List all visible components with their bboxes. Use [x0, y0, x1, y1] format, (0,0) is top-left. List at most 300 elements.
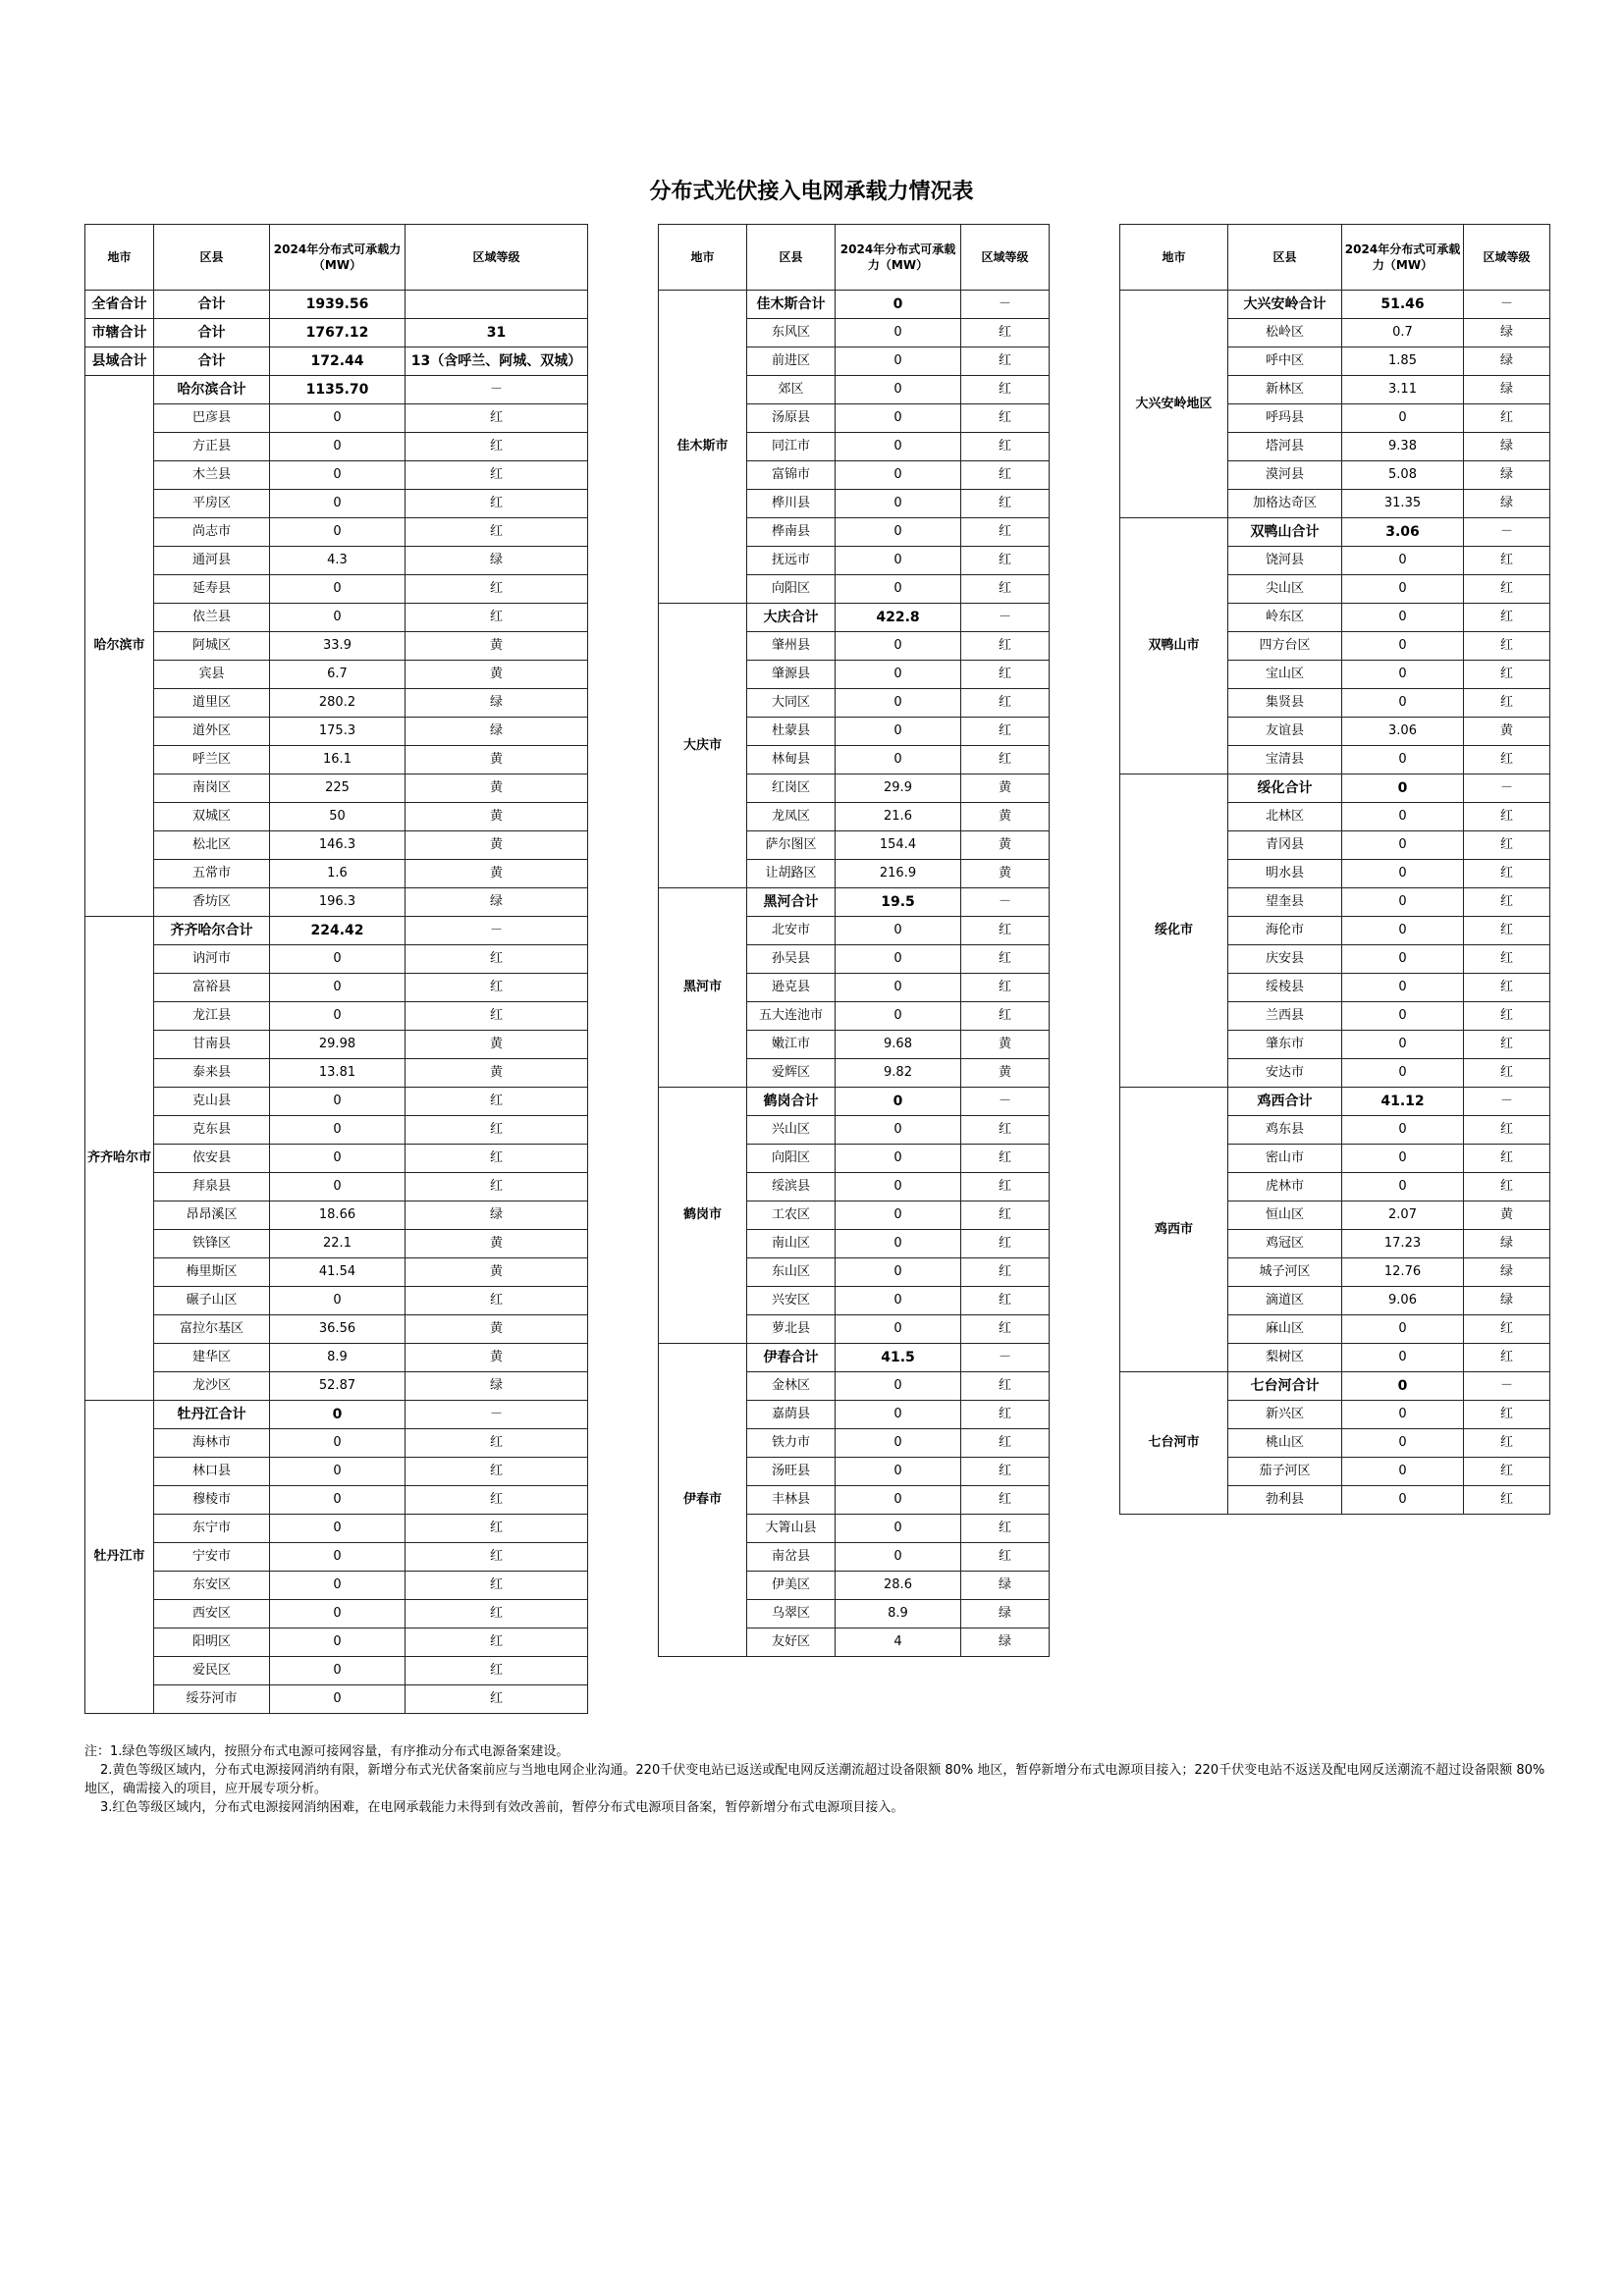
capacity-cell: 0: [270, 518, 406, 547]
county-cell: 兰西县: [1228, 1002, 1342, 1031]
county-cell: 龙江县: [154, 1002, 270, 1031]
capacity-cell: 0: [1342, 1401, 1464, 1429]
grade-cell: －: [961, 291, 1050, 319]
county-cell: 汤原县: [747, 404, 836, 433]
table-row: [85, 1629, 588, 1657]
capacity-cell: 9.82: [836, 1059, 961, 1088]
grade-cell: －: [1464, 1088, 1550, 1116]
capacity-cell: 0: [1342, 974, 1464, 1002]
county-cell: 丰林县: [747, 1486, 836, 1515]
county-cell: 林口县: [154, 1458, 270, 1486]
summary-label: 县域合计: [85, 347, 154, 376]
capacity-cell: 0: [836, 376, 961, 404]
table-row: [85, 1230, 588, 1258]
capacity-cell: 422.8: [836, 604, 961, 632]
capacity-cell: 0: [270, 404, 406, 433]
county-cell: 饶河县: [1228, 547, 1342, 575]
grade-cell: 红: [961, 518, 1050, 547]
grade-cell: 红: [961, 1201, 1050, 1230]
county-cell: 阳明区: [154, 1629, 270, 1657]
county-cell: 桃山区: [1228, 1429, 1342, 1458]
capacity-table-1: [84, 224, 588, 1714]
county-cell: 昂昂溪区: [154, 1201, 270, 1230]
capacity-cell: 280.2: [270, 689, 406, 718]
county-cell: 杜蒙县: [747, 718, 836, 746]
county-cell: 东山区: [747, 1258, 836, 1287]
county-cell: 东风区: [747, 319, 836, 347]
capacity-cell: 0: [836, 1173, 961, 1201]
capacity-cell: 5.08: [1342, 461, 1464, 490]
county-cell: 梅里斯区: [154, 1258, 270, 1287]
table-row: [85, 1600, 588, 1629]
page-title: 分布式光伏接入电网承载力情况表: [649, 180, 974, 204]
county-cell: 让胡路区: [747, 860, 836, 888]
capacity-cell: 28.6: [836, 1572, 961, 1600]
county-cell: 林甸县: [747, 746, 836, 774]
subtotal-row: [659, 291, 1050, 319]
grade-cell: 绿: [1464, 319, 1550, 347]
county-cell: 庆安县: [1228, 945, 1342, 974]
county-cell: 萨尔图区: [747, 831, 836, 860]
county-cell: 甘南县: [154, 1031, 270, 1059]
capacity-cell: 9.38: [1342, 433, 1464, 461]
county-cell: 勃利县: [1228, 1486, 1342, 1515]
capacity-cell: 12.76: [1342, 1258, 1464, 1287]
county-cell: 新兴区: [1228, 1401, 1342, 1429]
county-cell: 汤旺县: [747, 1458, 836, 1486]
grade-cell: 绿: [406, 1201, 588, 1230]
capacity-cell: 0: [1342, 774, 1464, 803]
county-cell: 克山县: [154, 1088, 270, 1116]
county-cell: 乌翠区: [747, 1600, 836, 1629]
grade-cell: 红: [961, 1173, 1050, 1201]
table-row: [85, 1344, 588, 1372]
capacity-cell: 0: [836, 1145, 961, 1173]
capacity-cell: 29.9: [836, 774, 961, 803]
capacity-cell: 0: [1342, 1315, 1464, 1344]
county-cell: 鸡西合计: [1228, 1088, 1342, 1116]
capacity-table-2: [658, 224, 1050, 1657]
capacity-cell: 0: [270, 1600, 406, 1629]
grade-cell: 红: [961, 746, 1050, 774]
capacity-cell: 3.06: [1342, 518, 1464, 547]
grade-cell: 红: [1464, 1344, 1550, 1372]
capacity-cell: 0: [270, 1088, 406, 1116]
table-row: [85, 547, 588, 575]
subtotal-row: [659, 1344, 1050, 1372]
table-row: [85, 1258, 588, 1287]
subtotal-row: [85, 376, 588, 404]
county-cell: 加格达奇区: [1228, 490, 1342, 518]
capacity-cell: 0: [1342, 632, 1464, 661]
table-row: [85, 1657, 588, 1685]
county-cell: 肇源县: [747, 661, 836, 689]
summary-row: [85, 319, 588, 347]
grade-cell: 红: [961, 945, 1050, 974]
county-cell: 桦南县: [747, 518, 836, 547]
grade-cell: 红: [406, 1002, 588, 1031]
capacity-cell: 29.98: [270, 1031, 406, 1059]
grade-cell: 红: [406, 604, 588, 632]
county-cell: 大同区: [747, 689, 836, 718]
grade-cell: －: [406, 376, 588, 404]
grade-cell: 红: [1464, 803, 1550, 831]
city-cell: 齐齐哈尔市: [85, 917, 154, 1401]
grade-cell: 红: [961, 1145, 1050, 1173]
capacity-cell: 0: [836, 547, 961, 575]
summary-grade: 31: [406, 319, 588, 347]
county-cell: 明水县: [1228, 860, 1342, 888]
grade-cell: 红: [406, 1486, 588, 1515]
county-cell: 宝山区: [1228, 661, 1342, 689]
county-cell: 集贤县: [1228, 689, 1342, 718]
city-cell: 大兴安岭地区: [1120, 291, 1228, 518]
city-cell: 大庆市: [659, 604, 747, 888]
capacity-cell: 50: [270, 803, 406, 831]
county-cell: 大庆合计: [747, 604, 836, 632]
summary-grade: 13（含呼兰、阿城、双城）: [406, 347, 588, 376]
grade-cell: 红: [961, 1002, 1050, 1031]
table-row: [85, 1059, 588, 1088]
grade-cell: 红: [1464, 917, 1550, 945]
capacity-cell: 41.12: [1342, 1088, 1464, 1116]
table-row: [85, 1486, 588, 1515]
header-county: 区县: [154, 225, 270, 291]
grade-cell: 红: [1464, 888, 1550, 917]
capacity-cell: 52.87: [270, 1372, 406, 1401]
subtotal-row: [1120, 291, 1550, 319]
county-cell: 南岗区: [154, 774, 270, 803]
city-cell: 哈尔滨市: [85, 376, 154, 917]
city-cell: 鹤岗市: [659, 1088, 747, 1344]
grade-cell: 红: [406, 1429, 588, 1458]
capacity-cell: 4.3: [270, 547, 406, 575]
county-cell: 逊克县: [747, 974, 836, 1002]
capacity-cell: 0: [836, 433, 961, 461]
table-row: [85, 1031, 588, 1059]
grade-cell: 红: [406, 1145, 588, 1173]
note-3: 3.红色等级区域内，分布式电源接网消纳困难，在电网承载能力未得到有效改善前，暂停分布式电源项目备案，暂停新增分布式电源项目接入。: [100, 1800, 904, 1815]
county-cell: 红岗区: [747, 774, 836, 803]
county-cell: 鹤岗合计: [747, 1088, 836, 1116]
county-cell: 萝北县: [747, 1315, 836, 1344]
grade-cell: 黄: [406, 661, 588, 689]
header-city: 地市: [85, 225, 154, 291]
capacity-cell: 0: [836, 1116, 961, 1145]
capacity-cell: 0: [270, 490, 406, 518]
grade-cell: 绿: [406, 888, 588, 917]
header-grade: 区域等级: [961, 225, 1050, 291]
capacity-cell: 36.56: [270, 1315, 406, 1344]
grade-cell: 红: [961, 1515, 1050, 1543]
county-cell: 兴山区: [747, 1116, 836, 1145]
capacity-cell: 225: [270, 774, 406, 803]
county-cell: 碾子山区: [154, 1287, 270, 1315]
capacity-cell: 0: [1342, 888, 1464, 917]
county-cell: 七台河合计: [1228, 1372, 1342, 1401]
grade-cell: 红: [961, 1486, 1050, 1515]
grade-cell: 红: [406, 1287, 588, 1315]
summary-row: [85, 347, 588, 376]
capacity-cell: 0: [1342, 661, 1464, 689]
capacity-cell: 0: [836, 917, 961, 945]
grade-cell: 绿: [1464, 461, 1550, 490]
county-cell: 爱民区: [154, 1657, 270, 1685]
capacity-cell: 8.9: [836, 1600, 961, 1629]
capacity-cell: 51.46: [1342, 291, 1464, 319]
capacity-cell: 0: [270, 575, 406, 604]
capacity-table-3: [1119, 224, 1550, 1515]
grade-cell: 黄: [1464, 718, 1550, 746]
grade-cell: 红: [406, 1629, 588, 1657]
capacity-cell: 19.5: [836, 888, 961, 917]
grade-cell: 红: [406, 1543, 588, 1572]
grade-cell: 红: [1464, 1116, 1550, 1145]
county-cell: 铁力市: [747, 1429, 836, 1458]
county-cell: 鸡东县: [1228, 1116, 1342, 1145]
subtotal-row: [659, 1088, 1050, 1116]
grade-cell: 黄: [1464, 1201, 1550, 1230]
county-cell: 黑河合计: [747, 888, 836, 917]
grade-cell: 红: [406, 1685, 588, 1714]
capacity-cell: 0: [836, 718, 961, 746]
header-grade: 区域等级: [1464, 225, 1550, 291]
county-cell: 松北区: [154, 831, 270, 860]
grade-cell: 红: [1464, 575, 1550, 604]
county-cell: 金林区: [747, 1372, 836, 1401]
capacity-cell: 0: [1342, 1145, 1464, 1173]
grade-cell: 红: [406, 1515, 588, 1543]
grade-cell: 绿: [1464, 376, 1550, 404]
county-cell: 哈尔滨合计: [154, 376, 270, 404]
grade-cell: 红: [406, 1600, 588, 1629]
capacity-cell: 13.81: [270, 1059, 406, 1088]
grade-cell: 红: [961, 1458, 1050, 1486]
capacity-cell: 0: [270, 433, 406, 461]
capacity-cell: 0: [1342, 1173, 1464, 1201]
grade-cell: －: [406, 1401, 588, 1429]
grade-cell: 红: [406, 1657, 588, 1685]
grade-cell: 红: [961, 917, 1050, 945]
summary-value: 1939.56: [270, 291, 406, 319]
table-row: [85, 490, 588, 518]
capacity-cell: 3.11: [1342, 376, 1464, 404]
county-cell: 向阳区: [747, 1145, 836, 1173]
capacity-cell: 17.23: [1342, 1230, 1464, 1258]
county-cell: 依兰县: [154, 604, 270, 632]
county-cell: 五常市: [154, 860, 270, 888]
capacity-cell: 41.54: [270, 1258, 406, 1287]
county-cell: 漠河县: [1228, 461, 1342, 490]
county-cell: 岭东区: [1228, 604, 1342, 632]
grade-cell: 红: [1464, 1145, 1550, 1173]
county-cell: 同江市: [747, 433, 836, 461]
capacity-cell: 0: [836, 1458, 961, 1486]
county-cell: 东安区: [154, 1572, 270, 1600]
grade-cell: 绿: [406, 547, 588, 575]
city-cell: 伊春市: [659, 1344, 747, 1657]
county-cell: 兴安区: [747, 1287, 836, 1315]
grade-cell: 绿: [1464, 1258, 1550, 1287]
grade-cell: 红: [961, 347, 1050, 376]
capacity-cell: 0: [1342, 1429, 1464, 1458]
grade-cell: 红: [406, 945, 588, 974]
notes: [84, 1742, 1547, 1817]
table-row: [85, 1685, 588, 1714]
grade-cell: 红: [961, 1401, 1050, 1429]
county-cell: 海伦市: [1228, 917, 1342, 945]
capacity-cell: 0: [1342, 945, 1464, 974]
grade-cell: 红: [1464, 1486, 1550, 1515]
capacity-cell: 0: [836, 1372, 961, 1401]
capacity-cell: 31.35: [1342, 490, 1464, 518]
grade-cell: 黄: [406, 632, 588, 661]
grade-cell: 红: [961, 376, 1050, 404]
table-row: [85, 433, 588, 461]
county-cell: 密山市: [1228, 1145, 1342, 1173]
table-row: [85, 1088, 588, 1116]
capacity-cell: 0: [836, 461, 961, 490]
county-cell: 恒山区: [1228, 1201, 1342, 1230]
grade-cell: 红: [961, 1258, 1050, 1287]
grade-cell: －: [1464, 518, 1550, 547]
county-cell: 肇东市: [1228, 1031, 1342, 1059]
grade-cell: 红: [1464, 1031, 1550, 1059]
table-row: [85, 518, 588, 547]
grade-cell: 红: [961, 1116, 1050, 1145]
summary-county: 合计: [154, 347, 270, 376]
table-row: [85, 689, 588, 718]
subtotal-row: [1120, 1372, 1550, 1401]
grade-cell: 红: [961, 689, 1050, 718]
capacity-cell: 18.66: [270, 1201, 406, 1230]
summary-value: 1767.12: [270, 319, 406, 347]
capacity-cell: 0: [1342, 604, 1464, 632]
grade-cell: 绿: [406, 689, 588, 718]
county-cell: 虎林市: [1228, 1173, 1342, 1201]
county-cell: 塔河县: [1228, 433, 1342, 461]
county-cell: 西安区: [154, 1600, 270, 1629]
county-cell: 道外区: [154, 718, 270, 746]
grade-cell: 黄: [961, 774, 1050, 803]
capacity-cell: 146.3: [270, 831, 406, 860]
capacity-cell: 0: [270, 1429, 406, 1458]
table-row: [85, 1315, 588, 1344]
grade-cell: 红: [961, 718, 1050, 746]
grade-cell: 红: [1464, 746, 1550, 774]
capacity-cell: 0: [1342, 689, 1464, 718]
table-row: [85, 1116, 588, 1145]
grade-cell: 红: [1464, 1002, 1550, 1031]
grade-cell: 红: [406, 1572, 588, 1600]
grade-cell: 红: [406, 404, 588, 433]
grade-cell: －: [961, 1088, 1050, 1116]
table-row: [85, 461, 588, 490]
table-row: [85, 945, 588, 974]
header-city: 地市: [1120, 225, 1228, 291]
subtotal-row: [85, 1401, 588, 1429]
grade-cell: 黄: [961, 803, 1050, 831]
table-row: [85, 1515, 588, 1543]
capacity-cell: 0: [836, 945, 961, 974]
subtotal-row: [1120, 1088, 1550, 1116]
grade-cell: 黄: [406, 1315, 588, 1344]
grade-cell: 红: [1464, 1059, 1550, 1088]
county-cell: 宁安市: [154, 1543, 270, 1572]
city-cell: 绥化市: [1120, 774, 1228, 1088]
grade-cell: 红: [961, 1543, 1050, 1572]
table-row: [85, 718, 588, 746]
grade-cell: 红: [1464, 1173, 1550, 1201]
capacity-cell: 0: [836, 404, 961, 433]
capacity-cell: 0: [836, 291, 961, 319]
summary-label: 全省合计: [85, 291, 154, 319]
county-cell: 泰来县: [154, 1059, 270, 1088]
capacity-cell: 0: [836, 1543, 961, 1572]
county-cell: 宾县: [154, 661, 270, 689]
county-cell: 梨树区: [1228, 1344, 1342, 1372]
capacity-cell: 0: [836, 1429, 961, 1458]
county-cell: 鸡冠区: [1228, 1230, 1342, 1258]
capacity-cell: 0: [1342, 803, 1464, 831]
county-cell: 向阳区: [747, 575, 836, 604]
grade-cell: 绿: [1464, 1287, 1550, 1315]
table-row: [85, 1429, 588, 1458]
county-cell: 双城区: [154, 803, 270, 831]
county-cell: 龙凤区: [747, 803, 836, 831]
capacity-cell: 0: [1342, 1458, 1464, 1486]
table-row: [85, 1002, 588, 1031]
header-row: [659, 225, 1050, 291]
capacity-cell: 0: [270, 974, 406, 1002]
county-cell: 绥滨县: [747, 1173, 836, 1201]
grade-cell: 红: [961, 661, 1050, 689]
grade-cell: 红: [1464, 974, 1550, 1002]
capacity-cell: 0: [836, 1287, 961, 1315]
table-row: [85, 1572, 588, 1600]
county-cell: 讷河市: [154, 945, 270, 974]
capacity-cell: 154.4: [836, 831, 961, 860]
grade-cell: 红: [961, 974, 1050, 1002]
county-cell: 茄子河区: [1228, 1458, 1342, 1486]
county-cell: 友谊县: [1228, 718, 1342, 746]
grade-cell: 黄: [406, 1230, 588, 1258]
capacity-cell: 9.06: [1342, 1287, 1464, 1315]
county-cell: 北安市: [747, 917, 836, 945]
table-row: [85, 1287, 588, 1315]
grade-cell: －: [1464, 291, 1550, 319]
county-cell: 富锦市: [747, 461, 836, 490]
capacity-cell: 0: [836, 974, 961, 1002]
grade-cell: 红: [961, 1287, 1050, 1315]
capacity-cell: 16.1: [270, 746, 406, 774]
capacity-cell: 0: [270, 1145, 406, 1173]
capacity-cell: 0: [836, 575, 961, 604]
capacity-cell: 0: [1342, 1372, 1464, 1401]
county-cell: 建华区: [154, 1344, 270, 1372]
note-2: 2.黄色等级区域内，分布式电源接网消纳有限，新增分布式光伏备案前应与当地电网企业沟通。220千伏变电站已返送或配电网反送潮流超过设备限额 80% 地区，暂停新增分布式电源项目接入；220千伏变电站不返送及配电网反送潮流不超过设备限额 80%地区，确需接入的项目，应开展专项分析。: [84, 1763, 1545, 1796]
city-cell: 牡丹江市: [85, 1401, 154, 1714]
capacity-cell: 22.1: [270, 1230, 406, 1258]
capacity-cell: 0: [270, 604, 406, 632]
table-row: [85, 661, 588, 689]
county-cell: 望奎县: [1228, 888, 1342, 917]
county-cell: 五大连池市: [747, 1002, 836, 1031]
capacity-cell: 6.7: [270, 661, 406, 689]
county-cell: 方正县: [154, 433, 270, 461]
capacity-cell: 0: [836, 319, 961, 347]
city-cell: 七台河市: [1120, 1372, 1228, 1515]
